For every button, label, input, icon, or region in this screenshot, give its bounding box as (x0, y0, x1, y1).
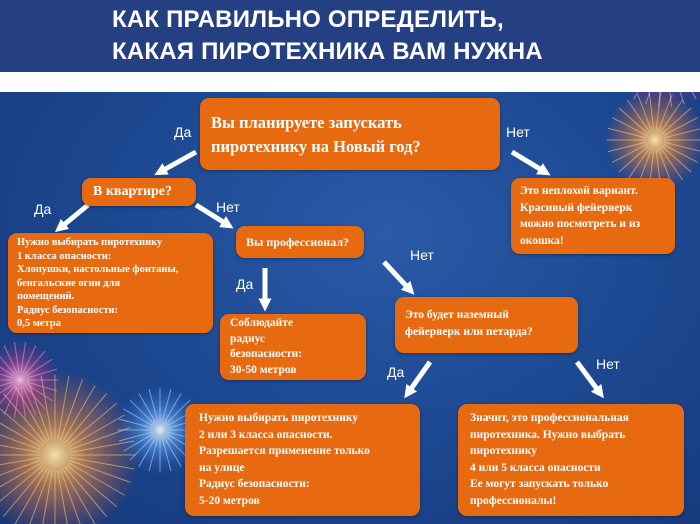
node-class-1 (8, 233, 213, 333)
node-ground-question (395, 297, 578, 353)
node-root-text: Вы планируете запускать пиротехнику на Новый год? (211, 113, 421, 156)
page-title-line-2: КАКАЯ ПИРОТЕХНИКА ВАМ НУЖНА (112, 38, 543, 65)
label-apartment-yes: Да (34, 201, 52, 217)
node-good-option (511, 178, 675, 254)
label-ground-yes: Да (387, 364, 405, 380)
label-professional-yes: Да (236, 276, 254, 292)
node-good-option-text: Это неплохой вариант. Красивый фейерверк можно посмотреть и из окошка! (520, 185, 641, 247)
node-class-1-text: Нужно выбирать пиротехнику 1 класса опасности: Хлопушки, настольные фонтаны, бенгальские огни для помещений. Радиус безопасности: 0,5 метра (17, 237, 179, 329)
node-class-2-3-text: Нужно выбирать пиротехнику 2 или 3 класса опасности. Разрешается применение только на улице Радиус безопасности: 5-20 метров (199, 412, 370, 507)
node-safety-radius-text: Соблюдайте радиус безопасности: 30-50 метров (230, 317, 303, 376)
arrow-root-yes (160, 152, 196, 172)
node-professional-text: Вы профессионал? (246, 235, 350, 249)
label-professional-no: Нет (410, 247, 434, 263)
arrow-ground-yes (408, 362, 430, 393)
label-root-no: Нет (506, 124, 530, 140)
page-title-line-1: КАК ПРАВИЛЬНО ОПРЕДЕЛИТЬ, (112, 6, 504, 33)
node-class-4-5 (458, 404, 684, 516)
node-root-question (200, 98, 500, 170)
node-apartment-question (82, 178, 196, 206)
node-ground-text: Это будет наземный фейерверк или петарда? (405, 309, 533, 338)
arrow-apartment-yes (60, 205, 88, 228)
arrow-root-no (512, 152, 545, 172)
label-ground-no: Нет (596, 356, 620, 372)
node-safety-radius (220, 314, 366, 380)
node-class-2-3 (185, 404, 420, 516)
node-apartment-text: В квартире? (93, 184, 173, 199)
node-class-4-5-text: Значит, это профессиональная пиротехника. Нужно выбрать пиротехнику 4 или 5 класса опасности Ее могут запускать только профессионалы! (470, 412, 629, 507)
node-professional-question (236, 226, 364, 258)
label-root-yes: Да (174, 124, 192, 140)
arrow-professional-no (384, 262, 410, 290)
label-apartment-no: Нет (216, 199, 240, 215)
